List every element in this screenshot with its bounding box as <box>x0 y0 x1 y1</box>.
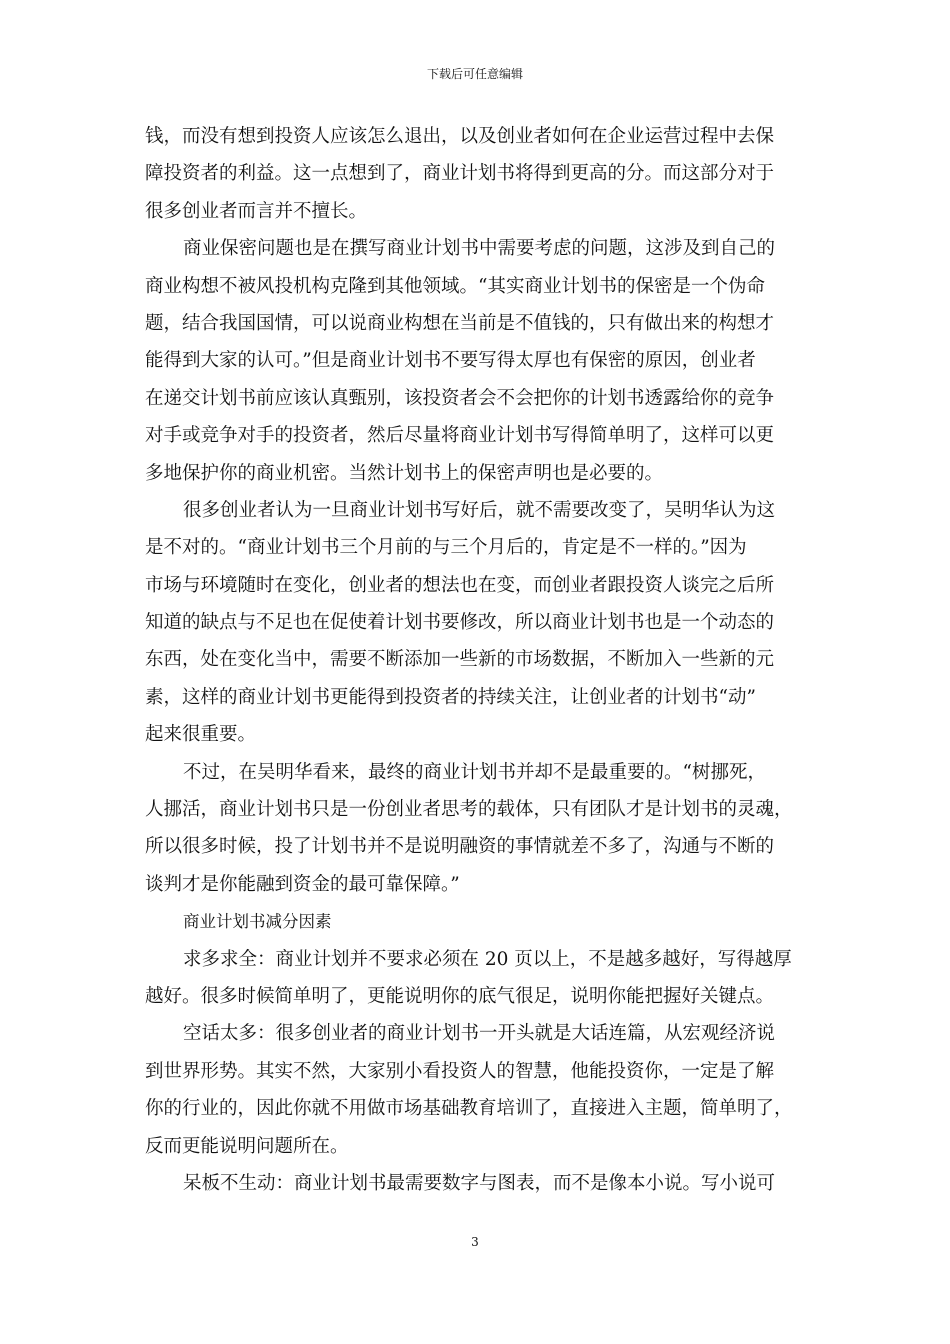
text-line: 不过，在吴明华看来，最终的商业计划书并却不是最重要的。“树挪死， <box>183 761 766 783</box>
text-line: 很多创业者认为一旦商业计划书写好后，就不需要改变了，吴明华认为这 <box>183 499 776 521</box>
text-line: 人挪活，商业计划书只是一份创业者思考的载体，只有团队才是计划书的灵魂， <box>145 799 793 821</box>
text-line: 越好。很多时候简单明了，更能说明你的底气很足，说明你能把握好关键点。 <box>145 985 775 1007</box>
text-line: 障投资者的利益。这一点想到了，商业计划书将得到更高的分。而这部分对于 <box>145 163 775 185</box>
text-line: 题，结合我国国情，可以说商业构想在当前是不值钱的，只有做出来的构想才 <box>145 312 775 334</box>
text-line: 能得到大家的认可。”但是商业计划书不要写得太厚也有保密的原因，创业者 <box>145 350 756 372</box>
text-line: 空话太多：很多创业者的商业计划书一开头就是大话连篇，从宏观经济说 <box>183 1023 776 1045</box>
text-line: 所以很多时候，投了计划书并不是说明融资的事情就差不多了，沟通与不断的 <box>145 836 775 858</box>
document-body <box>145 118 807 1202</box>
text-line: 起来很重要。 <box>145 724 257 746</box>
text-line: 多地保护你的商业机密。当然计划书上的保密声明也是必要的。 <box>145 462 664 484</box>
text-line: 很多创业者而言并不擅长。 <box>145 200 368 222</box>
text-line: 商业构想不被风投机构克隆到其他领域。“其实商业计划书的保密是一个伪命 <box>145 275 765 297</box>
text-line: 呆板不生动：商业计划书最需要数字与图表，而不是像本小说。写小说可 <box>183 1172 776 1194</box>
text-line: 求多求全：商业计划并不要求必须在 20 页以上，不是越多越好，写得越厚 <box>183 948 792 970</box>
text-line: 你的行业的，因此你就不用做市场基础教育培训了，直接进入主题，简单明了， <box>145 1098 793 1120</box>
text-line: 市场与环境随时在变化，创业者的想法也在变，而创业者跟投资人谈完之后所 <box>145 574 775 596</box>
text-line: 在递交计划书前应该认真甄别，该投资者会不会把你的计划书透露给你的竞争 <box>145 387 775 409</box>
text-line: 到世界形势。其实不然，大家别小看投资人的智慧，他能投资你，一定是了解 <box>145 1060 775 1082</box>
text-line: 反而更能说明问题所在。 <box>145 1135 349 1157</box>
page-number: 3 <box>471 1235 479 1249</box>
page-header: 下载后可任意编辑 <box>426 67 523 81</box>
text-line: 是不对的。“商业计划书三个月前的与三个月后的，肯定是不一样的。”因为 <box>145 537 747 559</box>
text-line: 钱，而没有想到投资人应该怎么退出，以及创业者如何在企业运营过程中去保 <box>145 126 775 147</box>
section-heading: 商业计划书减分因素 <box>183 912 332 932</box>
text-line: 素，这样的商业计划书更能得到投资者的持续关注，让创业者的计划书“动” <box>145 686 756 708</box>
text-line: 知道的缺点与不足也在促使着计划书要修改，所以商业计划书也是一个动态的 <box>145 612 775 634</box>
text-line: 对手或竞争对手的投资者，然后尽量将商业计划书写得简单明了，这样可以更 <box>145 425 775 447</box>
text-line: 谈判才是你能融到资金的最可靠保障。” <box>145 873 460 895</box>
text-line: 商业保密问题也是在撰写商业计划书中需要考虑的问题，这涉及到自己的 <box>183 238 776 260</box>
text-line: 东西，处在变化当中，需要不断添加一些新的市场数据，不断加入一些新的元 <box>145 649 775 671</box>
